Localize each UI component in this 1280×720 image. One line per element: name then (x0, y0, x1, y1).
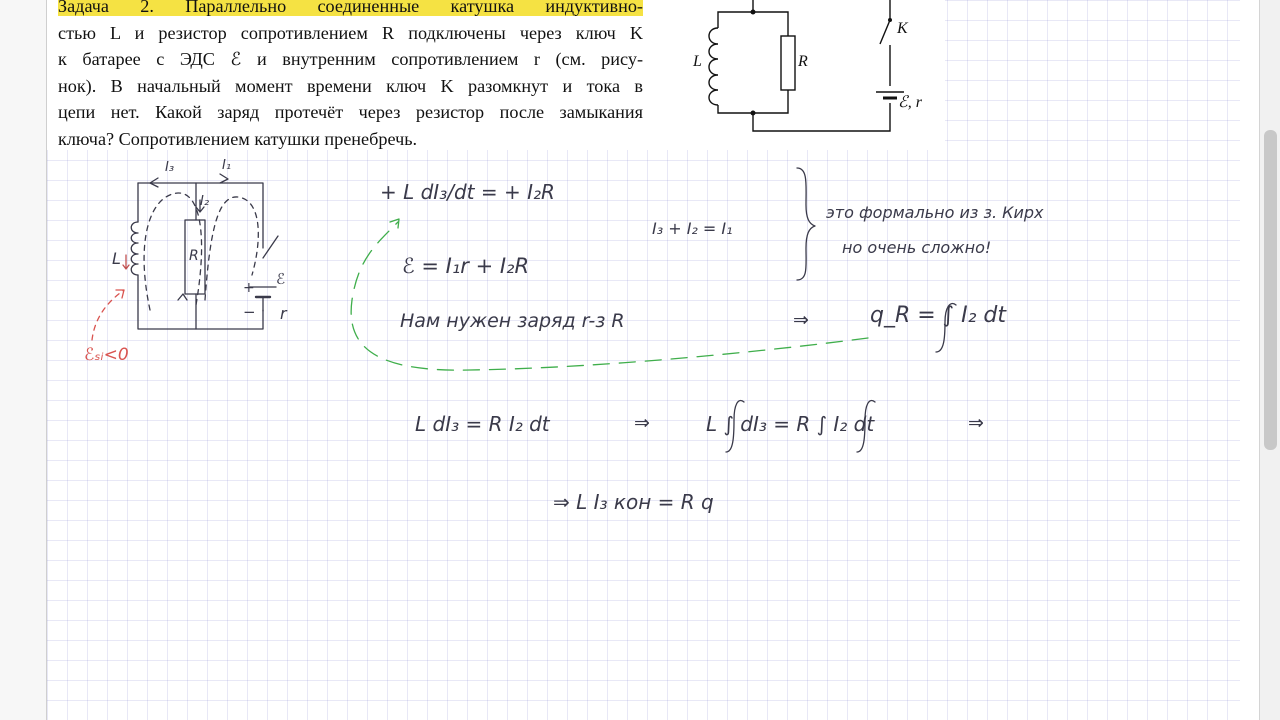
problem-line-6: ключа? Сопротивлением катушки пренебречь. (58, 128, 418, 149)
sketch-emf-label: ℰ (276, 270, 286, 288)
equation-integrated: L ∫ dI₃ = R ∫ I₂ dt (706, 412, 875, 436)
green-link-arrow-icon (351, 222, 868, 370)
charge-integral-formula: q_R = ∫ I₂ dt (870, 303, 1007, 328)
need-charge-text: Нам нужен заряд r-з R (400, 310, 625, 332)
implies-arrow-3: ⇒ (968, 412, 984, 434)
equation-battery-loop: ℰ = I₁r + I₂R (402, 254, 530, 278)
equation-final-result: ⇒ L I₃ кон = R q (553, 490, 714, 514)
implies-arrow-2: ⇒ (634, 412, 650, 434)
problem-title-highlight: Задача 2. Параллельно соединенные катушка индуктивно- (58, 0, 643, 16)
sketch-plus-sign: + (243, 280, 255, 296)
sketch-current-i1: I₁ (222, 158, 232, 173)
system-brace-icon (797, 168, 815, 280)
problem-line-5: цепи нет. Какой заряд протечёт через резистор после замыкания (58, 102, 643, 122)
equation-inductor-loop: + L dI₃/dt = + I₂R (380, 180, 555, 204)
sketch-resistor-label: R (189, 248, 199, 264)
sketch-current-i3: I₃ (165, 160, 175, 175)
current-loop-arrows (123, 174, 258, 310)
self-emf-label: ℰₛᵢ<0 (84, 345, 129, 365)
sketch-internal-r: r (280, 304, 287, 323)
inductor-label: L (693, 53, 702, 70)
problem-line-2: стью L и резистор сопротивлением R подключены через ключ K (58, 22, 643, 43)
sketch-current-i2: I₂ (200, 194, 210, 209)
battery-label: ℰ, r (898, 94, 922, 111)
comment-kirchhoff-line1: это формально из з. Кирх (826, 203, 1044, 222)
equation-junction: I₃ + I₂ = I₁ (652, 219, 733, 238)
sketch-inductor-icon (131, 222, 138, 275)
sketch-minus-sign: − (243, 303, 256, 321)
implies-arrow-1: ⇒ (793, 309, 809, 331)
problem-line-3: к батарее с ЭДС ℰ и внутренним сопротивлением r (см. рису- (58, 49, 643, 69)
comment-kirchhoff-line2: но очень сложно! (842, 238, 992, 257)
green-arrowhead-icon (390, 219, 399, 228)
equation-differential: L dI₃ = R I₂ dt (415, 412, 550, 436)
key-label: K (897, 20, 908, 37)
problem-line-4: нок). В начальный момент времени ключ K разомкнут и тока в (58, 75, 643, 96)
sketch-inductor-label: L (112, 249, 121, 268)
self-emf-arrow-icon (92, 290, 124, 340)
resistor-label: R (798, 53, 808, 70)
